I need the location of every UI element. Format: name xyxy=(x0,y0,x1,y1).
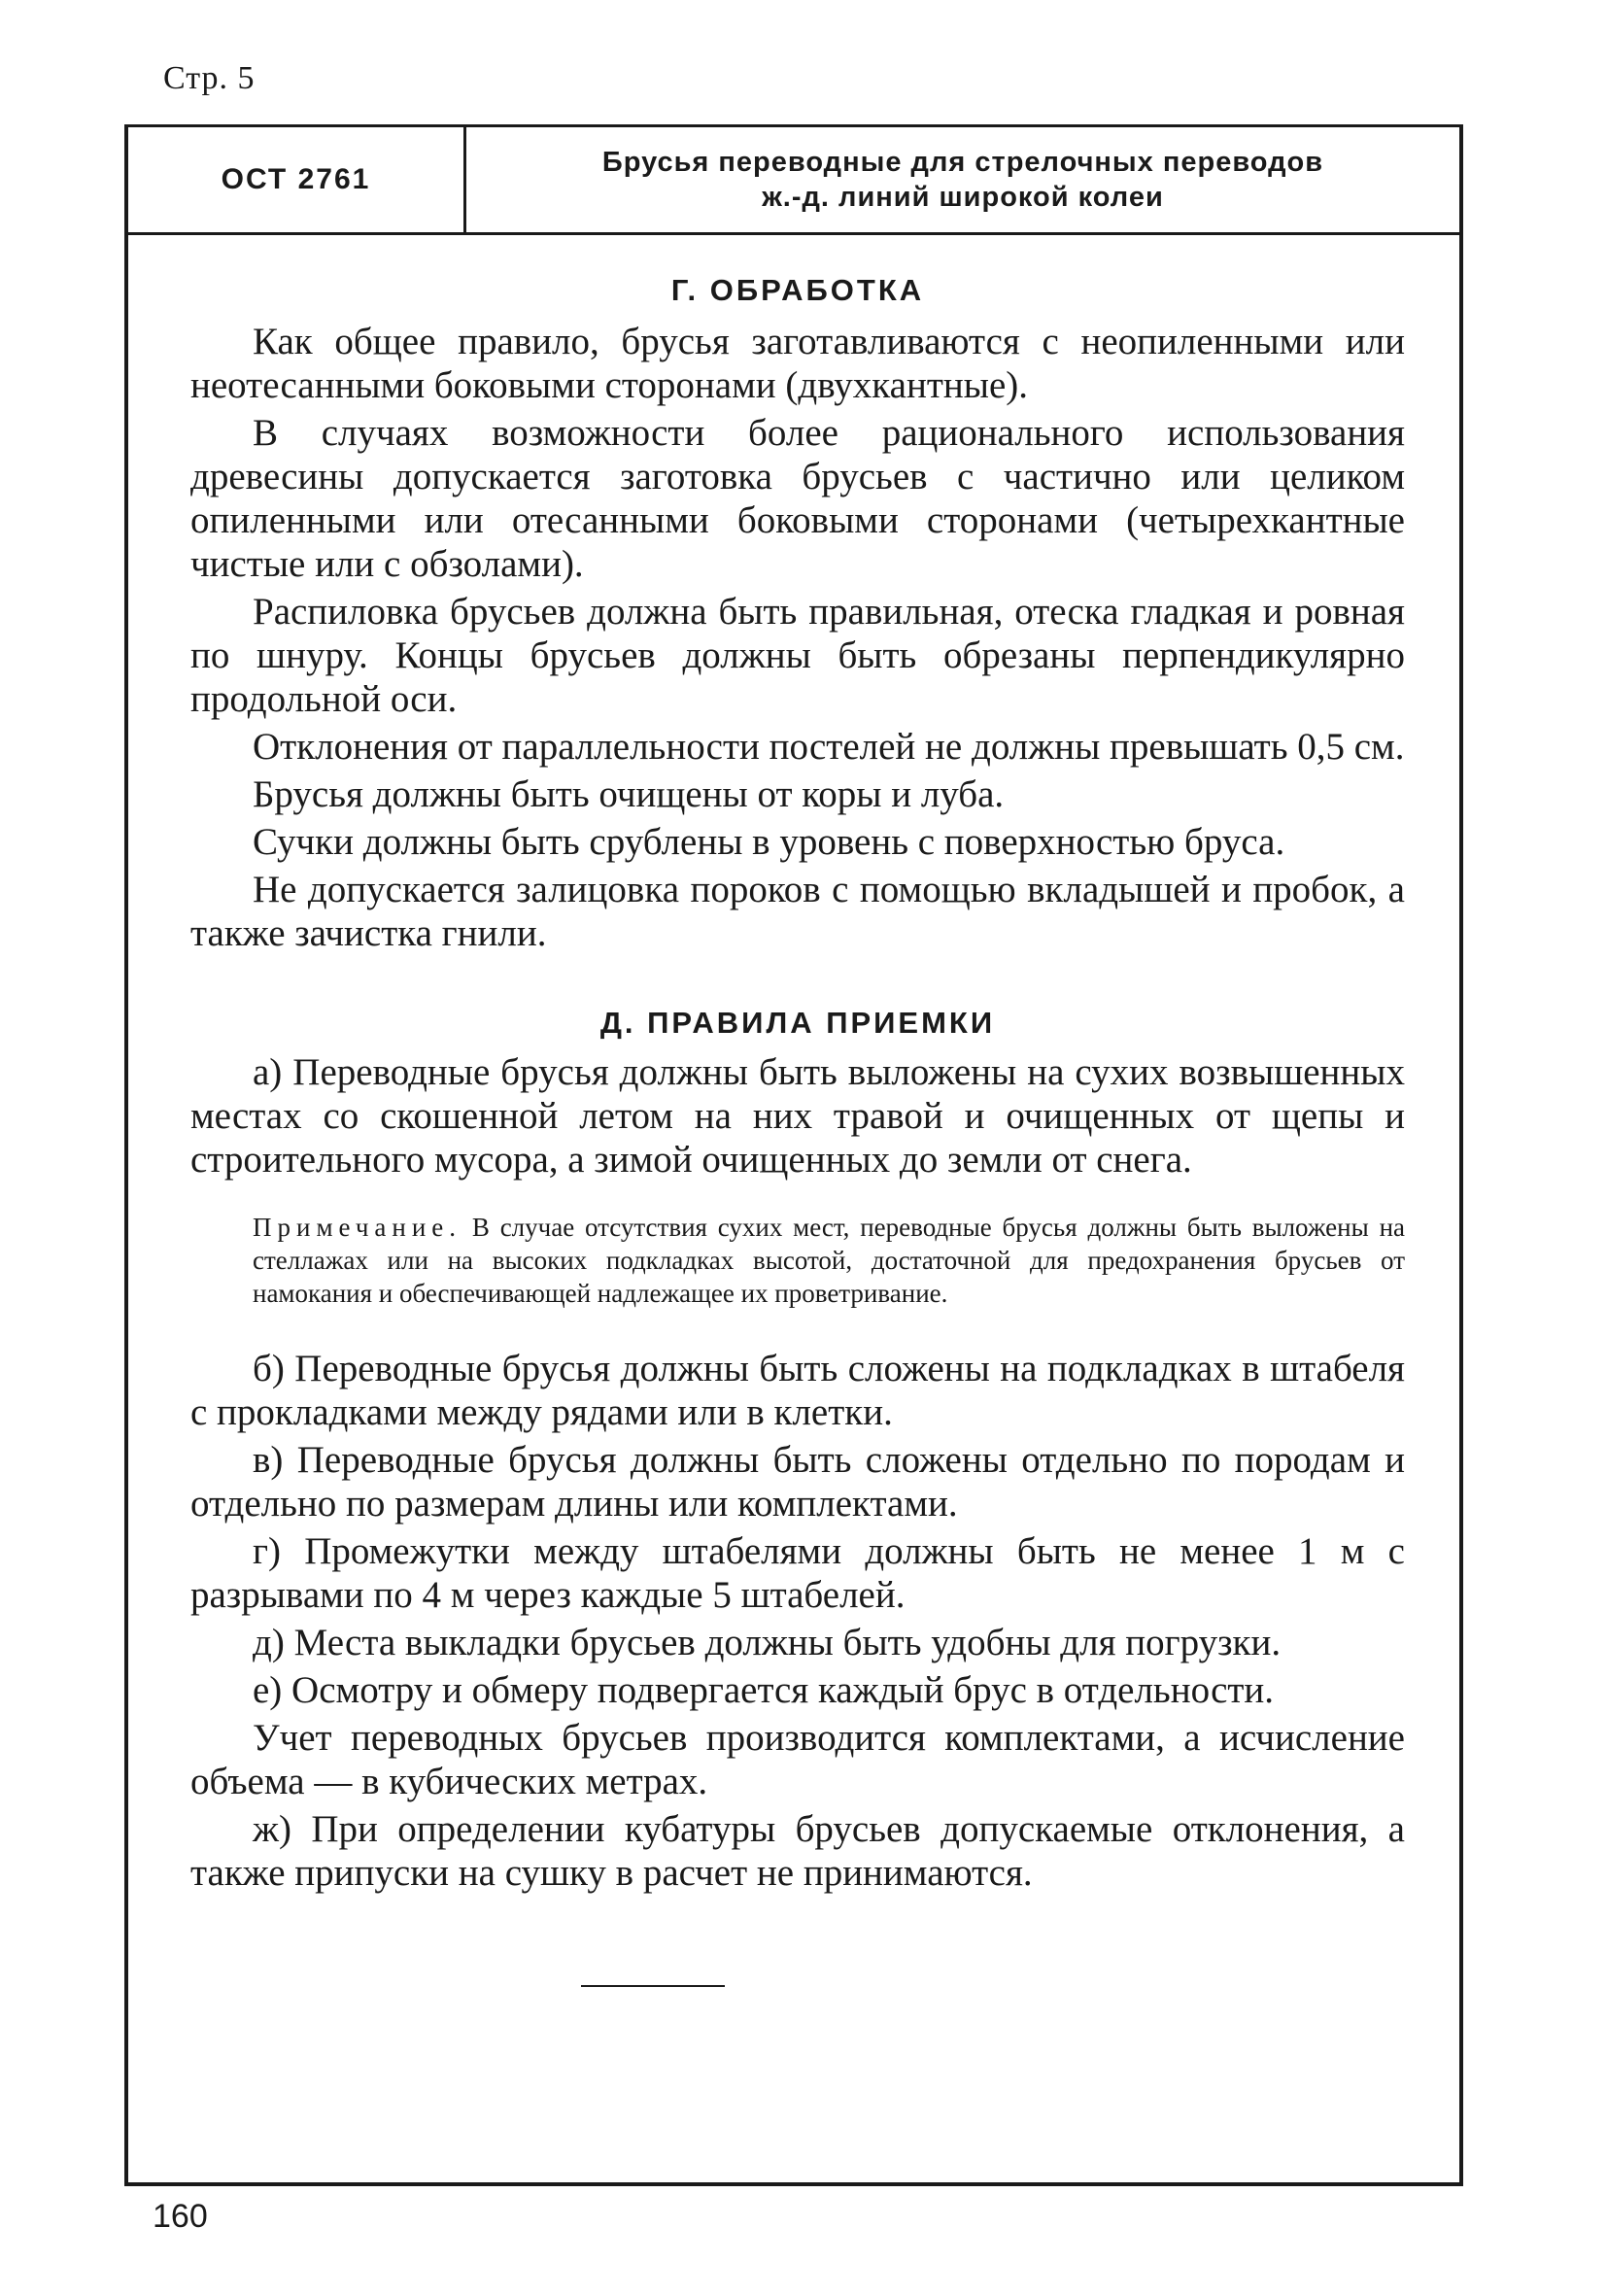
standard-header xyxy=(128,127,1459,235)
page-number: 160 xyxy=(153,2198,208,2235)
paragraph-v: в) Переводные брусья должны быть сложены отдельно по породам и отдельно по размерам длины или комплектами. xyxy=(190,1439,1405,1525)
paragraph: Распиловка брусьев должна быть правильная, отеска гладкая и ровная по шнуру. Концы брусьев должны быть обрезаны перпендикулярно продольной оси. xyxy=(190,591,1405,720)
note-label: Примечание. xyxy=(253,1213,462,1242)
paragraph-g: г) Промежутки между штабелями должны быть не менее 1 м с разрывами по 4 м через каждые 5 штабелей. xyxy=(190,1530,1405,1616)
standard-title xyxy=(466,127,1459,232)
paragraph-d: д) Места выкладки брусьев должны быть удобны для погрузки. xyxy=(253,1622,1282,1663)
paragraph: Сучки должны быть срублены в уровень с поверхностью бруса. xyxy=(253,821,1285,863)
note-text: В случае отсутствия сухих мест, переводные брусья должны быть выложены на стеллажах или на высоких подкладках высотой, достаточной для предохранения брусьев от намокания и обеспечивающей надлежащее их проветривание. xyxy=(253,1213,1406,1308)
paragraph: Отклонения от параллельности постелей не должны превышать 0,5 см. xyxy=(253,726,1405,768)
paragraph: Брусья должны быть очищены от коры и луба. xyxy=(253,773,1005,815)
standard-title-line-2: ж.-д. линий широкой колеи xyxy=(762,182,1164,213)
paragraph: Не допускается залицовка пороков с помощью вкладышей и пробок, а также зачистка гнили. xyxy=(190,869,1405,954)
paragraph: Как общее правило, брусья заготавливаются с неопиленными или неотесанными боковыми сторонами (двухкантные). xyxy=(190,321,1405,406)
paragraph-b: б) Переводные брусья должны быть сложены на подкладках в штабеля с прокладками между рядами или в клетки. xyxy=(190,1348,1405,1433)
section-heading-processing: Г. ОБРАБОТКА xyxy=(670,273,925,307)
paragraph-e: е) Осмотру и обмеру подвергается каждый брус в отдельности. xyxy=(253,1669,1275,1711)
paragraph: В случаях возможности более рационального использования древесины допускается заготовка брусьев с частично или целиком опиленными или отесанными боковыми сторонами (четырехкантные чистые или с обзолами). xyxy=(190,412,1405,585)
end-divider xyxy=(581,1985,725,1987)
standard-code: ОСТ 2761 xyxy=(128,127,466,232)
document-body xyxy=(190,271,1405,1895)
section-heading-acceptance: Д. ПРАВИЛА ПРИЕМКИ xyxy=(599,1006,996,1040)
paragraph-a: а) Переводные брусья должны быть выложены на сухих возвышенных местах со скошенной летом на них травой и очищенных от щепы и строительного мусора, а зимой очищенных до земли от снега. xyxy=(190,1051,1405,1181)
page-label: Стр. 5 xyxy=(163,60,256,96)
paragraph-zh: ж) При определении кубатуры брусьев допускаемые отклонения, а также припуски на сушку в расчет не принимаются. xyxy=(190,1808,1405,1894)
paragraph-accounting: Учет переводных брусьев производится комплектами, а исчисление объема — в кубических метрах. xyxy=(190,1717,1405,1802)
note xyxy=(190,1211,1405,1310)
document-frame xyxy=(124,124,1463,2186)
standard-title-line-1: Брусья переводные для стрелочных переводов xyxy=(601,147,1324,178)
